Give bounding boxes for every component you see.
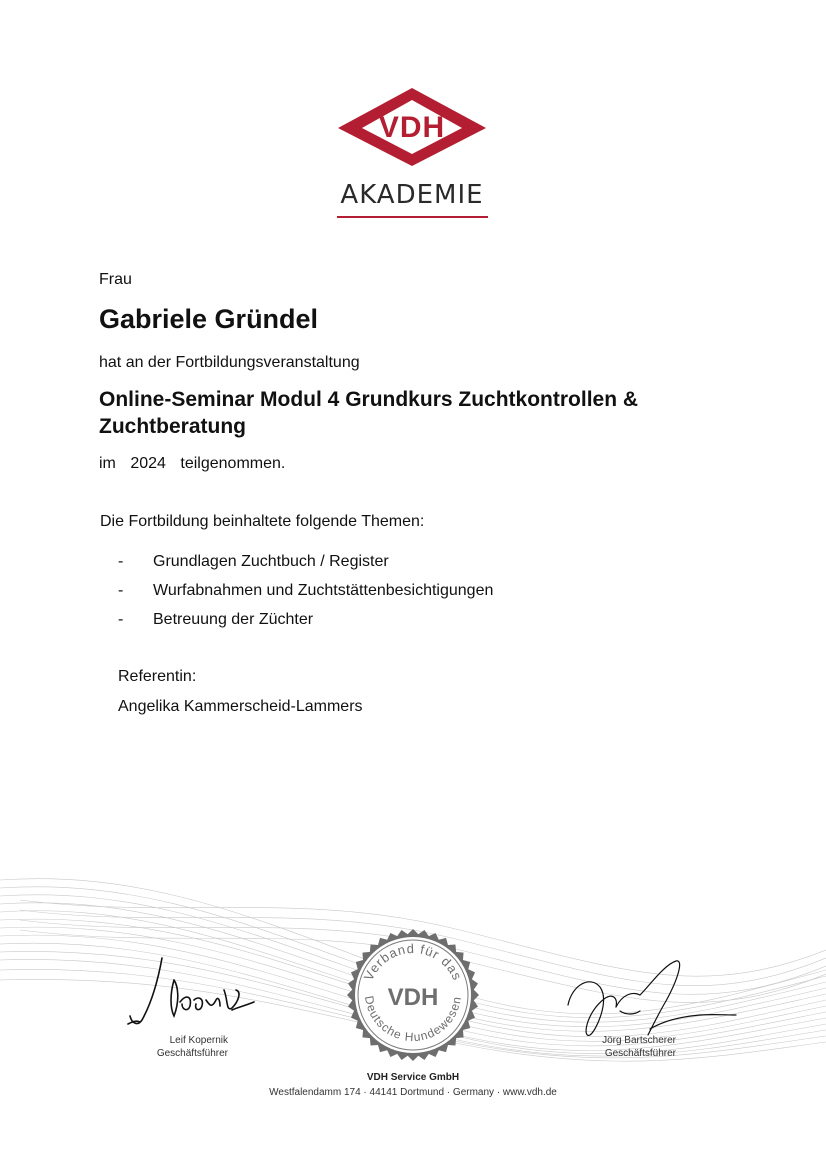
seal-bottom-text: Deutsche Hundewesen bbox=[361, 994, 464, 1045]
right-signatory-caption bbox=[560, 1034, 676, 1060]
seal-top-text: Verband für das bbox=[360, 940, 466, 984]
topic-item bbox=[118, 582, 493, 600]
footer-company: VDH Service GmbH bbox=[366, 1072, 460, 1083]
topic-item bbox=[118, 611, 313, 629]
participation-year: 2024 bbox=[130, 455, 166, 472]
intro-text: hat an der Fortbildungsveranstaltung bbox=[99, 354, 360, 371]
recipient-name: Gabriele Gründel bbox=[99, 304, 319, 334]
participation-prefix: im bbox=[99, 455, 116, 472]
logo-subtitle: AKADEMIE bbox=[340, 180, 484, 210]
left-signatory-role: Geschäftsführer bbox=[156, 1048, 228, 1059]
topics-intro: Die Fortbildung beinhaltete folgende Themen: bbox=[100, 513, 425, 530]
topic-bullet: - bbox=[118, 611, 124, 628]
logo-brand: VDH bbox=[378, 111, 446, 144]
referent-label: Referentin: bbox=[118, 668, 197, 685]
salutation: Frau bbox=[99, 271, 132, 288]
topic-bullet: - bbox=[118, 553, 124, 570]
left-signatory-name: Leif Kopernik bbox=[169, 1035, 228, 1046]
logo-underline bbox=[337, 216, 488, 218]
topic-item bbox=[118, 553, 389, 571]
right-signatory-name: Jörg Bartscherer bbox=[602, 1035, 676, 1046]
signature-right bbox=[560, 955, 740, 1045]
left-signatory-caption bbox=[110, 1034, 228, 1060]
course-title: Online-Seminar Modul 4 Grundkurs Zuchtkontrollen & Zuchtberatung bbox=[99, 388, 639, 438]
seal-center-text: VDH bbox=[387, 984, 439, 1011]
vdh-seal bbox=[345, 927, 481, 1063]
signature-left bbox=[120, 950, 260, 1030]
vdh-akademie-logo bbox=[334, 84, 494, 224]
participation-line bbox=[99, 455, 295, 473]
footer-address: Westfalendamm 174 · 44141 Dortmund · Germany · www.vdh.de bbox=[269, 1087, 557, 1098]
topic-text: Grundlagen Zuchtbuch / Register bbox=[153, 553, 389, 570]
topic-text: Betreuung der Züchter bbox=[153, 611, 314, 628]
participation-suffix: teilgenommen. bbox=[180, 455, 286, 472]
referent-name: Angelika Kammerscheid-Lammers bbox=[118, 698, 363, 715]
topic-bullet: - bbox=[118, 582, 124, 599]
topic-text: Wurfabnahmen und Zuchtstättenbesichtigungen bbox=[153, 582, 494, 599]
right-signatory-role: Geschäftsführer bbox=[604, 1048, 676, 1059]
